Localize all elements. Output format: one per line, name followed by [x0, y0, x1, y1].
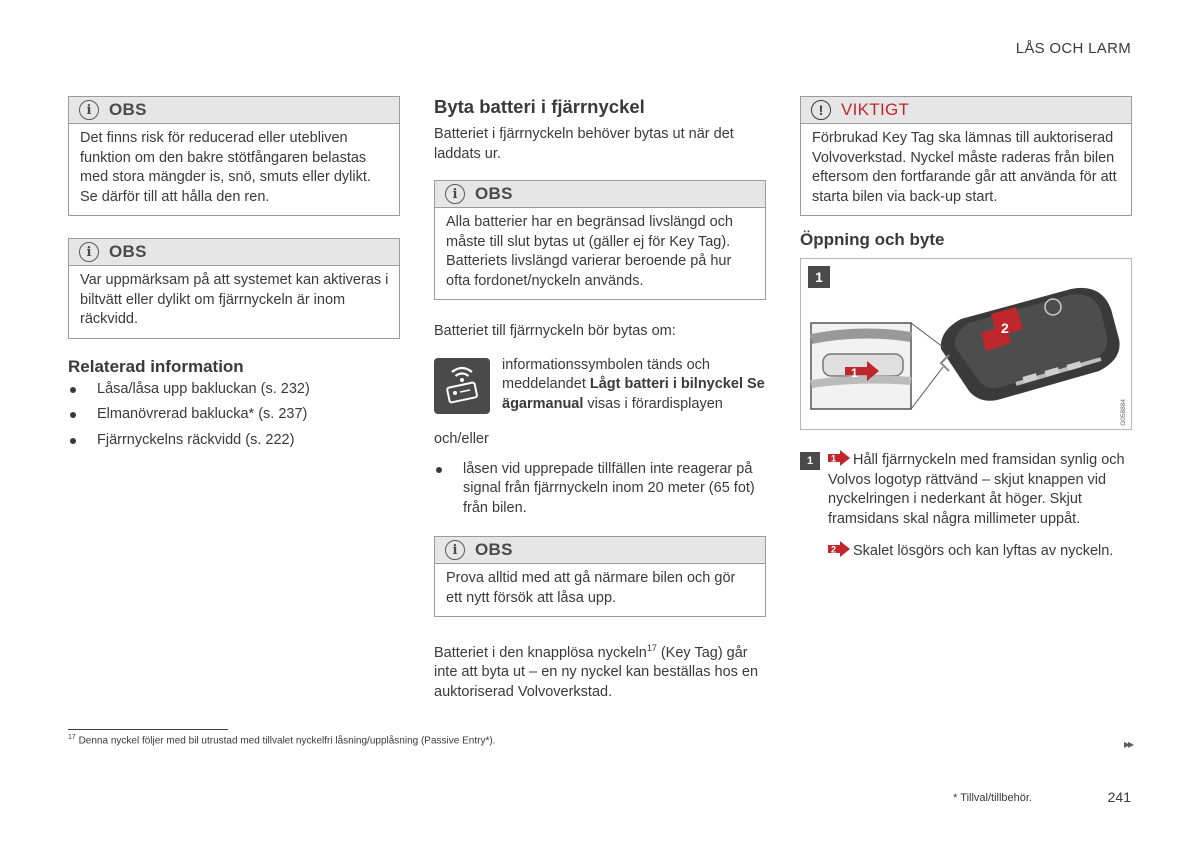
svg-text:2: 2 [831, 544, 837, 555]
related-info-title: Relaterad information [68, 356, 244, 376]
footnote-divider [68, 729, 228, 730]
intro-text: Batteriet i fjärrnyckeln behöver bytas ut när det laddats ur. [434, 126, 734, 162]
related-link[interactable]: Fjärrnyckelns räckvidd (s. 222) [68, 431, 400, 451]
condition-list [434, 460, 766, 519]
note-label: OBS [109, 100, 147, 119]
info-icon: i [445, 184, 465, 204]
instruction-step [800, 450, 1132, 529]
warning-note [800, 96, 1132, 216]
red-arrow-1-icon [828, 450, 850, 466]
info-icon: i [445, 540, 465, 560]
footnote-ref[interactable]: 17 [646, 643, 657, 653]
obs-note-2 [68, 238, 400, 339]
page-number: 241 [1107, 789, 1131, 805]
list-item: låsen vid upprepade tillfällen inte reagerar på signal från fjärrnyckeln inom 20 meter (65 fot) från bilen. [434, 460, 766, 519]
note-text: Det finns risk för reducerad eller utebliven funktion om den bakre stötfångaren belastas med stora mängder is, snö, smuts eller dylikt. Se därför till att hålla den ren. [80, 130, 371, 205]
note-text: Alla batterier har en begränsad livslängd och måste till slut bytas ut (gäller ej för Key Tag). Batteriets livslängd varierar beroende på hur ofta fordonet/nyckeln används. [446, 214, 733, 289]
svg-text:1: 1 [831, 453, 837, 464]
info-icon: i [79, 100, 99, 120]
obs-note-closer [434, 536, 766, 617]
replace-when-text: Batteriet till fjärrnyckeln bör bytas om: [434, 323, 676, 339]
warning-text: Förbrukad Key Tag ska lämnas till auktoriserad Volvoverkstad. Nyckel måste raderas från bilen eftersom den fortfarande går att använda för att starta bilen via back-up start. [812, 130, 1117, 205]
key-fob-drawing [801, 259, 1132, 430]
step-number: 1 [800, 452, 820, 470]
section-title: LÅS OCH LARM [1015, 40, 1131, 57]
column-left [68, 96, 400, 456]
figure-number: 1 [808, 266, 830, 288]
symbol-row [434, 356, 766, 415]
instruction-substep [800, 541, 1132, 562]
figure-code: G058884 [1120, 399, 1127, 426]
low-battery-key-icon [434, 358, 490, 414]
related-list [68, 380, 400, 451]
column-middle [434, 96, 766, 702]
obs-note-1 [68, 96, 400, 216]
note-text: Prova alltid med att gå närmare bilen och gör ett nytt försök att låsa upp. [446, 570, 736, 606]
key-tag-text: Batteriet i den knapplösa nyckeln$^{17}$ (Key Tag) går inte att byta ut – en ny nyckel kan beställas hos en auktoriserad Volvoverkstad. [434, 643, 759, 700]
warning-label: VIKTIGT [841, 100, 910, 119]
info-icon: i [79, 242, 99, 262]
note-text: Var uppmärksam på att systemet kan aktiveras i biltvätt eller dylikt om fjärrnyckeln är inom räckvidd. [80, 272, 389, 327]
subsection-title: Öppning och byte [800, 230, 945, 249]
red-arrow-2-icon [828, 541, 850, 557]
svg-text:2: 2 [1001, 320, 1009, 336]
warning-icon: ! [811, 100, 831, 120]
related-link[interactable]: Låsa/låsa upp bakluckan (s. 232) [68, 380, 400, 400]
note-label: OBS [475, 540, 513, 559]
step-2-text: Skalet lösgörs och kan lyftas av nyckeln. [853, 543, 1114, 559]
symbol-description: informationssymbolen tänds och meddelandet Lågt batteri i bilnyckel Se ägarmanual visas i förardisplayen [502, 356, 765, 412]
continue-arrows-icon: ▸▸ [1123, 737, 1132, 751]
and-or-text: och/eller [434, 431, 489, 447]
svg-text:1: 1 [851, 366, 858, 380]
note-label: OBS [475, 184, 513, 203]
column-right [800, 96, 1132, 562]
key-illustration [800, 258, 1132, 430]
footnote: $^{17}$ Denna nyckel följer med bil utrustad med tillvalet nyckelfri låsning/upplåsning (Passive Entry*). [68, 734, 496, 747]
related-link[interactable]: Elmanövrerad baklucka* (s. 237) [68, 405, 400, 425]
option-note: * Tillval/tillbehör. [953, 792, 1032, 804]
obs-note-battery [434, 180, 766, 300]
step-1-text: Håll fjärrnyckeln med framsidan synlig och Volvos logotyp rättvänd – skjut knappen vid nyckelringen i nederkant åt höger. Skjut framsidans skal några millimeter uppåt. [828, 452, 1125, 527]
section-heading: Byta batteri i fjärrnyckel [434, 96, 645, 117]
note-label: OBS [109, 242, 147, 261]
